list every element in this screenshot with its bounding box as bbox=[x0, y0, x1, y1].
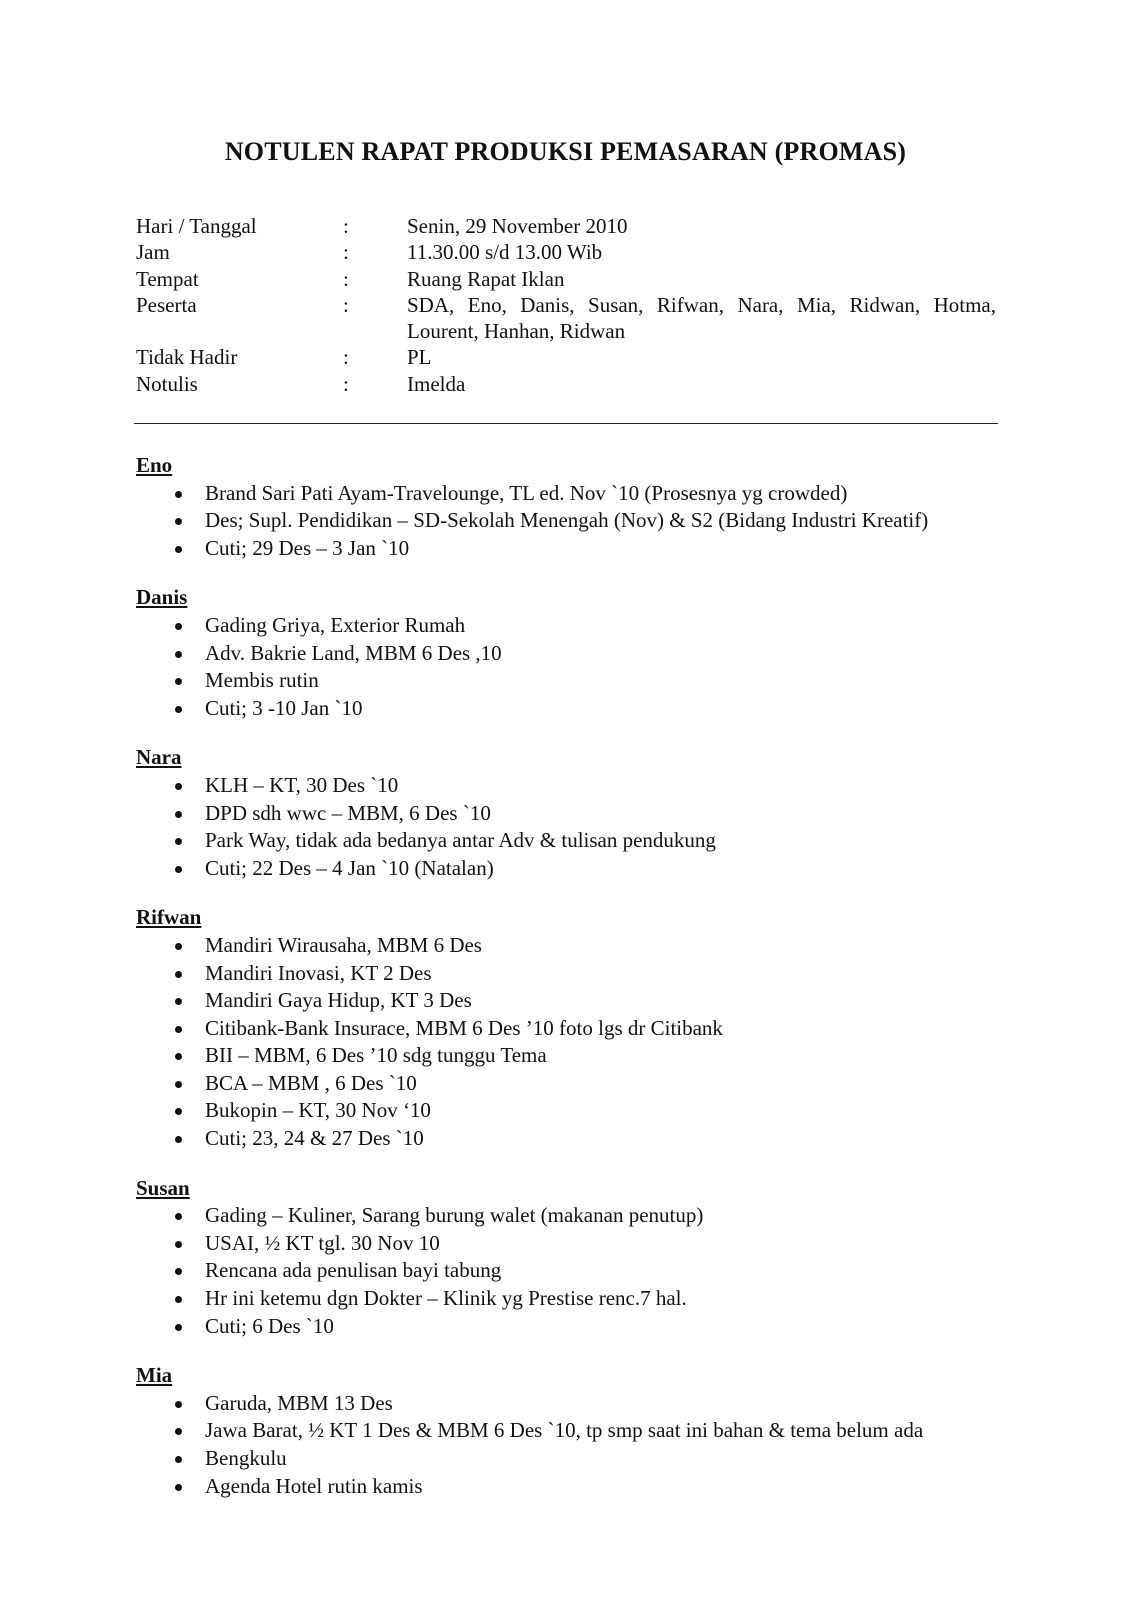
list-item-text: Citibank-Bank Insurace, MBM 6 Des ’10 foto lgs dr Citibank bbox=[205, 1015, 723, 1040]
section-rifwan bbox=[136, 904, 1016, 1152]
minutes-sections bbox=[136, 452, 1016, 1522]
list-item bbox=[136, 1070, 1016, 1098]
list-item bbox=[136, 480, 1016, 508]
list-item-text: Bengkulu bbox=[205, 1446, 287, 1470]
bullet-icon bbox=[175, 651, 182, 658]
bullet-icon bbox=[175, 546, 182, 553]
bullet-icon bbox=[175, 518, 182, 525]
list-item-text: Gading – Kuliner, Sarang burung walet (makanan penutup) bbox=[205, 1203, 704, 1228]
list-item bbox=[136, 932, 1016, 960]
meta-colon: : bbox=[343, 240, 349, 265]
list-item-text: Adv. Bakrie Land, MBM 6 Des ,10 bbox=[205, 640, 502, 665]
list-item bbox=[136, 1445, 1016, 1473]
bullet-icon bbox=[175, 1213, 182, 1220]
list-item bbox=[136, 827, 1016, 855]
meta-colon: : bbox=[343, 266, 349, 291]
list-item-text: Mandiri Gaya Hidup, KT 3 Des bbox=[205, 988, 472, 1013]
section-danis bbox=[136, 584, 1016, 722]
section-nara bbox=[136, 744, 1016, 882]
bullet-icon bbox=[175, 1401, 182, 1408]
meta-value: Ruang Rapat Iklan bbox=[407, 266, 565, 291]
meta-row-absent bbox=[136, 344, 996, 370]
bullet-icon bbox=[175, 811, 182, 818]
bullet-icon bbox=[175, 783, 182, 790]
section-susan bbox=[136, 1175, 1016, 1341]
section-heading: Rifwan bbox=[136, 905, 202, 930]
bullet-icon bbox=[175, 1108, 182, 1115]
list-item-text: Park Way, tidak ada bedanya antar Adv & tulisan pendukung bbox=[205, 828, 716, 853]
list-item-text: Gading Griya, Exterior Rumah bbox=[205, 612, 466, 637]
meta-colon: : bbox=[343, 214, 349, 238]
meta-colon: : bbox=[343, 292, 349, 317]
list-item bbox=[136, 1313, 1016, 1341]
bullet-list bbox=[136, 1202, 1016, 1340]
bullet-list bbox=[136, 612, 1016, 722]
list-item bbox=[136, 1390, 1016, 1418]
list-item bbox=[136, 1042, 1016, 1070]
bullet-icon bbox=[175, 998, 182, 1005]
list-item bbox=[136, 855, 1016, 883]
bullet-icon bbox=[175, 1456, 182, 1463]
meta-value: 11.30.00 s/d 13.00 Wib bbox=[407, 240, 603, 265]
section-heading: Eno bbox=[136, 453, 173, 477]
list-item bbox=[136, 1473, 1016, 1501]
list-item bbox=[136, 612, 1016, 640]
list-item-text: BCA – MBM , 6 Des `10 bbox=[205, 1070, 417, 1095]
list-item-text: Mandiri Wirausaha, MBM 6 Des bbox=[205, 932, 482, 957]
list-item-text: USAI, ½ KT tgl. 30 Nov 10 bbox=[205, 1230, 440, 1255]
meeting-info bbox=[136, 213, 996, 397]
bullet-icon bbox=[175, 1026, 182, 1033]
divider-line bbox=[134, 423, 998, 424]
list-item bbox=[136, 1230, 1016, 1258]
list-item bbox=[136, 772, 1016, 800]
list-item bbox=[136, 960, 1016, 988]
meta-row-note-taker bbox=[136, 371, 996, 397]
section-heading: Mia bbox=[136, 1363, 173, 1388]
meta-label: Notulis bbox=[136, 371, 198, 396]
list-item-text: Membis rutin bbox=[205, 668, 319, 693]
list-item-text: Mandiri Inovasi, KT 2 Des bbox=[205, 960, 432, 985]
meta-label: Peserta bbox=[136, 292, 197, 317]
meta-row-time bbox=[136, 239, 996, 265]
list-item-text: Cuti; 3 -10 Jan `10 bbox=[205, 695, 363, 720]
bullet-icon bbox=[175, 1136, 182, 1143]
bullet-icon bbox=[175, 943, 182, 950]
list-item-text: Hr ini ketemu dgn Dokter – Klinik yg Prestise renc.7 hal. bbox=[205, 1286, 687, 1311]
list-item-text: Cuti; 6 Des `10 bbox=[205, 1313, 334, 1338]
list-item bbox=[136, 987, 1016, 1015]
bullet-icon bbox=[175, 1268, 182, 1275]
meta-value: PL bbox=[407, 345, 432, 370]
section-eno bbox=[136, 452, 1016, 562]
list-item-text: Garuda, MBM 13 Des bbox=[205, 1390, 393, 1415]
list-item bbox=[136, 800, 1016, 828]
meta-row-participants bbox=[136, 292, 996, 345]
bullet-list bbox=[136, 772, 1016, 882]
bullet-icon bbox=[175, 971, 182, 978]
bullet-list bbox=[136, 1390, 1016, 1500]
list-item bbox=[136, 507, 1016, 535]
meta-colon: : bbox=[343, 345, 349, 370]
meta-row-date bbox=[136, 213, 996, 239]
bullet-icon bbox=[175, 1484, 182, 1491]
list-item-text: Jawa Barat, ½ KT 1 Des & MBM 6 Des `10, tp smp saat ini bahan & tema belum ada bbox=[205, 1418, 924, 1443]
meta-value: SDA, Eno, Danis, Susan, Rifwan, Nara, Mia, Ridwan, Hotma, Lourent, Hanhan, Ridwan bbox=[407, 292, 996, 344]
bullet-icon bbox=[175, 1053, 182, 1060]
bullet-list bbox=[136, 480, 1016, 563]
list-item-text: DPD sdh wwc – MBM, 6 Des `10 bbox=[205, 800, 491, 825]
bullet-icon bbox=[175, 706, 182, 713]
bullet-icon bbox=[175, 1241, 182, 1248]
list-item bbox=[136, 640, 1016, 668]
list-item bbox=[136, 695, 1016, 723]
bullet-icon bbox=[175, 491, 182, 498]
bullet-icon bbox=[175, 1324, 182, 1331]
list-item bbox=[136, 1257, 1016, 1285]
meta-value: Imelda bbox=[407, 371, 466, 396]
bullet-icon bbox=[175, 838, 182, 845]
list-item bbox=[136, 1097, 1016, 1125]
list-item bbox=[136, 535, 1016, 563]
bullet-icon bbox=[175, 1081, 182, 1088]
bullet-icon bbox=[175, 1296, 182, 1303]
section-heading: Susan bbox=[136, 1175, 190, 1200]
list-item-text: KLH – KT, 30 Des `10 bbox=[205, 772, 399, 797]
list-item-text: Cuti; 29 Des – 3 Jan `10 bbox=[205, 535, 410, 560]
document-title: NOTULEN RAPAT PRODUKSI PEMASARAN (PROMAS) bbox=[224, 137, 907, 166]
bullet-icon bbox=[175, 1428, 182, 1435]
list-item-text: Brand Sari Pati Ayam-Travelounge, TL ed. Nov `10 (Prosesnya yg crowded) bbox=[205, 480, 848, 505]
list-item-text: Cuti; 22 Des – 4 Jan `10 (Natalan) bbox=[205, 855, 494, 880]
list-item-text: Cuti; 23, 24 & 27 Des `10 bbox=[205, 1126, 424, 1151]
meta-label: Jam bbox=[136, 240, 170, 265]
bullet-icon bbox=[175, 623, 182, 630]
section-heading: Danis bbox=[136, 585, 188, 610]
list-item-text: BII – MBM, 6 Des ’10 sdg tunggu Tema bbox=[205, 1043, 547, 1068]
bullet-icon bbox=[175, 866, 182, 873]
bullet-icon bbox=[175, 678, 182, 685]
meta-label: Tidak Hadir bbox=[136, 345, 238, 370]
meta-colon: : bbox=[343, 371, 349, 396]
list-item-text: Agenda Hotel rutin kamis bbox=[205, 1473, 423, 1498]
meta-label: Tempat bbox=[136, 266, 199, 291]
meta-label: Hari / Tanggal bbox=[136, 214, 257, 238]
meta-value: Senin, 29 November 2010 bbox=[407, 214, 628, 238]
list-item bbox=[136, 1202, 1016, 1230]
list-item bbox=[136, 1417, 1016, 1445]
section-heading: Nara bbox=[136, 745, 182, 770]
bullet-list bbox=[136, 932, 1016, 1153]
list-item bbox=[136, 1285, 1016, 1313]
list-item bbox=[136, 667, 1016, 695]
meta-row-place bbox=[136, 266, 996, 292]
section-mia bbox=[136, 1362, 1016, 1500]
list-item-text: Bukopin – KT, 30 Nov ‘10 bbox=[205, 1098, 431, 1123]
list-item bbox=[136, 1015, 1016, 1043]
list-item-text: Des; Supl. Pendidikan – SD-Sekolah Menengah (Nov) & S2 (Bidang Industri Kreatif) bbox=[205, 508, 929, 533]
list-item-text: Rencana ada penulisan bayi tabung bbox=[205, 1258, 502, 1283]
list-item bbox=[136, 1125, 1016, 1153]
